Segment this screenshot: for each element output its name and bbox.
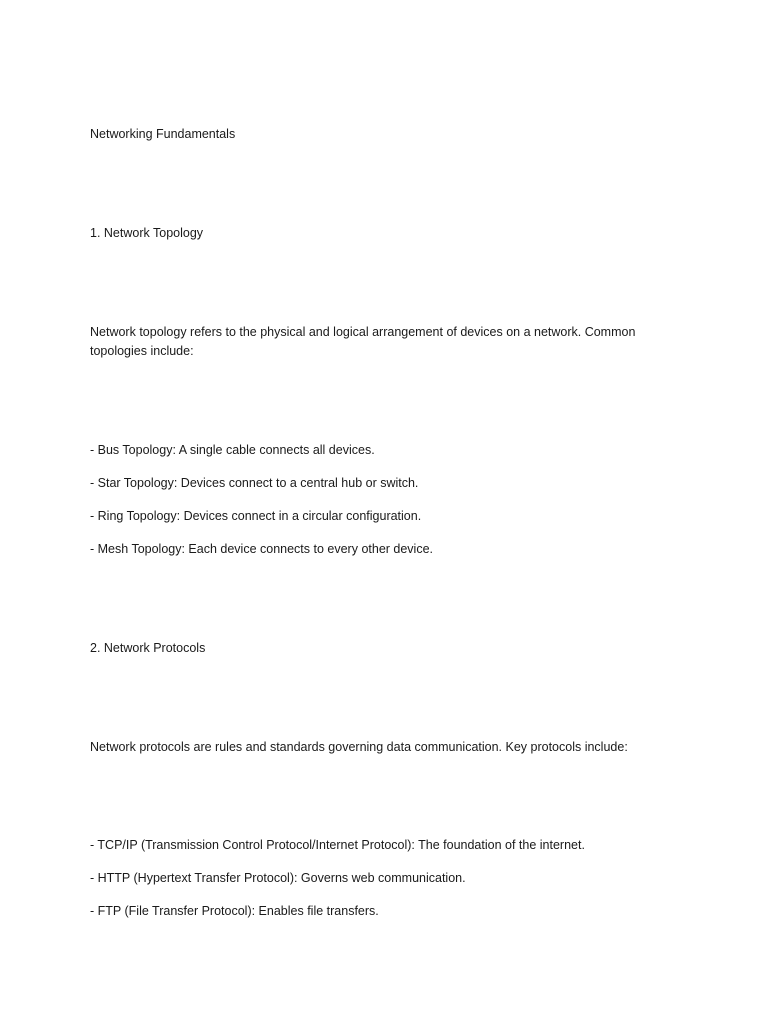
- document-title: Networking Fundamentals: [90, 127, 236, 141]
- list-item: - Mesh Topology: Each device connects to every other device.: [90, 542, 434, 556]
- section-heading-network-topology: 1. Network Topology: [90, 226, 204, 240]
- section-heading-network-protocols: 2. Network Protocols: [90, 641, 206, 655]
- list-item: - Bus Topology: A single cable connects all devices.: [90, 443, 375, 457]
- list-item: - HTTP (Hypertext Transfer Protocol): Governs web communication.: [90, 871, 466, 885]
- list-item: - FTP (File Transfer Protocol): Enables file transfers.: [90, 904, 379, 918]
- section-intro-network-topology: Network topology refers to the physical and logical arrangement of devices on a network. Common topologies include:: [90, 325, 636, 358]
- list-item: - Star Topology: Devices connect to a central hub or switch.: [90, 476, 419, 490]
- list-item: - Ring Topology: Devices connect in a circular configuration.: [90, 509, 422, 523]
- section-intro-network-protocols: Network protocols are rules and standards governing data communication. Key protocols include:: [90, 740, 628, 754]
- list-item: - TCP/IP (Transmission Control Protocol/Internet Protocol): The foundation of the internet.: [90, 838, 585, 852]
